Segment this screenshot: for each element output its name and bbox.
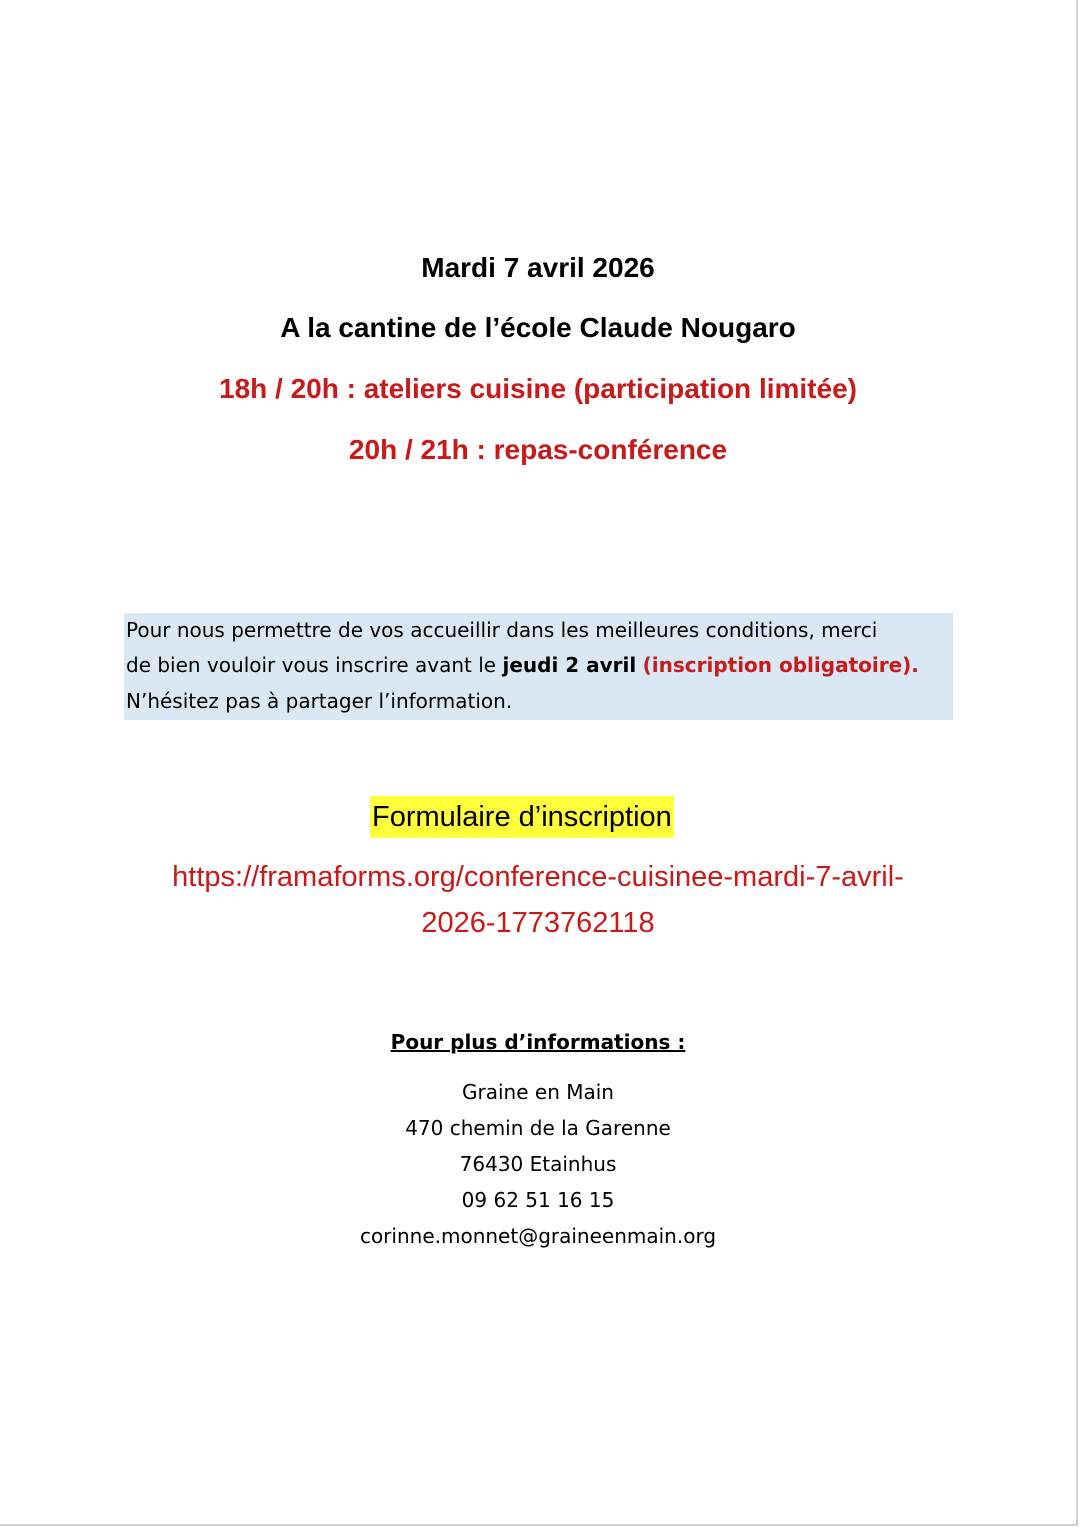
- notice-line-3: N’hésitez pas à partager l’information.: [126, 689, 513, 713]
- event-venue: A la cantine de l’école Claude Nougaro: [280, 312, 796, 343]
- registration-form-link-continued[interactable]: 2026-1773762118: [421, 907, 655, 939]
- contact-organization: Graine en Main: [462, 1080, 614, 1104]
- schedule-workshops: 18h / 20h : ateliers cuisine (participation limitée): [219, 373, 857, 404]
- notice-line-2-text: de bien vouloir vous inscrire avant le: [126, 653, 503, 677]
- contact-email: corinne.monnet@graineenmain.org: [359, 1224, 717, 1248]
- mandatory-registration-note: (inscription obligatoire).: [642, 653, 919, 677]
- registration-notice-box: [124, 613, 953, 720]
- event-date: Mardi 7 avril 2026: [421, 252, 655, 283]
- contact-street: 470 chemin de la Garenne: [405, 1116, 671, 1140]
- contact-section-title: Pour plus d’informations :: [390, 1030, 686, 1054]
- notice-line-1: Pour nous permettre de vos accueillir dans les meilleures conditions, merci: [126, 618, 878, 642]
- registration-form-link[interactable]: https://framaforms.org/conference-cuisinee-mardi-7-avril-: [172, 861, 904, 893]
- notice-line-2: [126, 647, 919, 683]
- contact-city: 76430 Etainhus: [459, 1152, 617, 1176]
- registration-form-label: Formulaire d’inscription: [370, 796, 674, 838]
- schedule-dinner-conference: 20h / 21h : repas-conférence: [348, 434, 728, 465]
- contact-phone: 09 62 51 16 15: [461, 1188, 615, 1212]
- registration-deadline: jeudi 2 avril: [502, 653, 637, 677]
